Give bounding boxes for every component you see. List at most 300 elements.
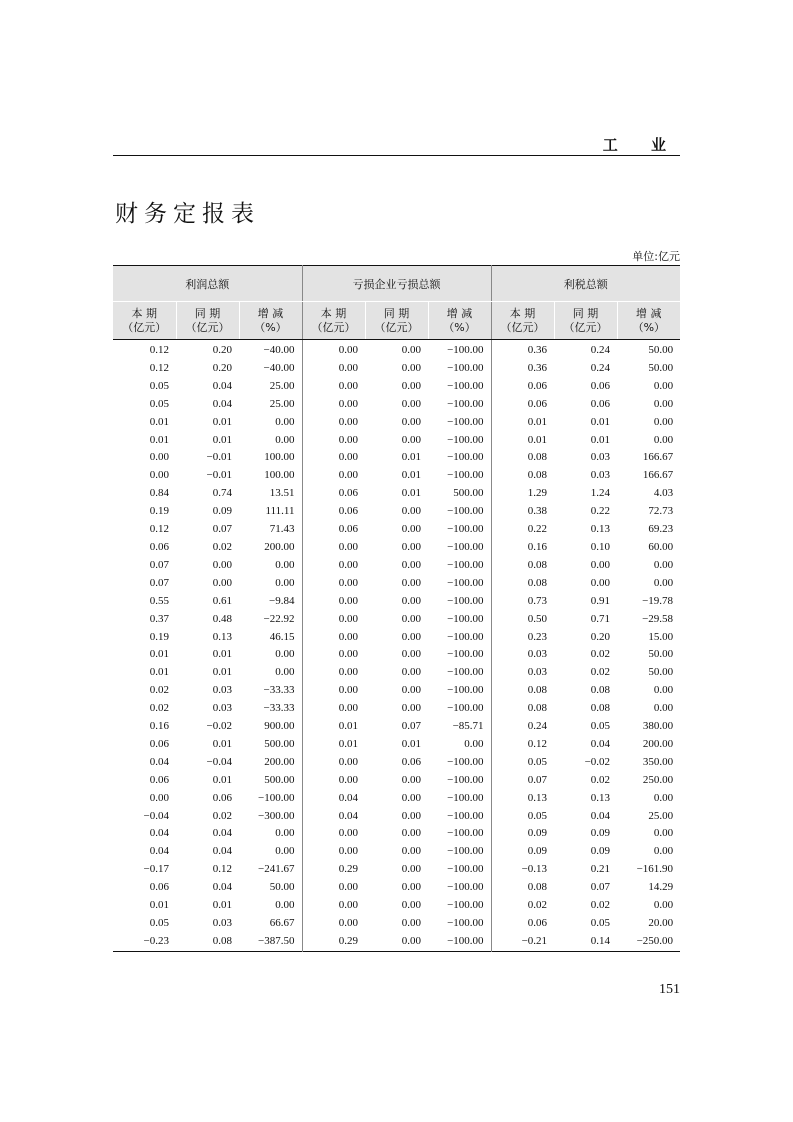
- table-cell: 0.00: [302, 646, 365, 664]
- table-cell: 0.01: [401, 469, 422, 482]
- section-label: 工 业: [602, 136, 680, 154]
- table-cell: −0.02: [206, 720, 232, 733]
- table-cell: 0.08: [491, 575, 554, 593]
- table-cell: −40.00: [263, 361, 295, 374]
- table-cell: 0.00: [653, 827, 674, 840]
- table-cell: 0.00: [275, 845, 295, 858]
- table-cell: 0.00: [302, 843, 365, 861]
- table-cell: 0.00: [302, 611, 365, 629]
- table-cell: 0.20: [212, 344, 232, 356]
- table-cell: 0.05: [149, 379, 169, 392]
- table-row: [113, 808, 680, 826]
- table-cell: 0.00: [302, 449, 365, 467]
- table-cell: −100.00: [447, 361, 484, 374]
- table-cell: −100.00: [447, 809, 484, 822]
- table-cell: 0.03: [590, 451, 611, 464]
- table-cell: 0.29: [302, 861, 365, 879]
- table-cell: 0.00: [590, 558, 611, 571]
- table-cell: 0.02: [212, 809, 232, 822]
- table-row: [113, 861, 680, 879]
- table-cell: 0.02: [212, 540, 232, 553]
- column-header-line2: （%）: [632, 320, 666, 334]
- table-cell: 0.01: [302, 736, 365, 754]
- table-row: [113, 467, 680, 485]
- group-header-loss: 亏损企业亏损总额: [302, 266, 491, 302]
- table-cell: 0.00: [401, 684, 422, 697]
- table-cell: 0.00: [653, 845, 674, 858]
- table-cell: 0.00: [653, 397, 674, 410]
- table-cell: 0.00: [653, 702, 674, 715]
- column-header: [428, 302, 491, 340]
- table-cell: 0.06: [302, 503, 365, 521]
- table-cell: 0.36: [491, 360, 554, 378]
- table-cell: −100.00: [447, 666, 484, 679]
- table-cell: 0.00: [302, 467, 365, 485]
- table-cell: −100.00: [447, 773, 484, 786]
- table-cell: 13.51: [269, 487, 295, 500]
- column-header-line2: （亿元）: [311, 320, 356, 334]
- table-cell: 50.00: [648, 666, 674, 679]
- group-header-profit-tax: 利税总额: [491, 266, 680, 302]
- table-cell: 0.03: [590, 469, 611, 482]
- table-cell: −100.00: [447, 433, 484, 446]
- table-row: [113, 915, 680, 933]
- table-cell: −100.00: [447, 523, 484, 536]
- table-cell: 0.37: [149, 612, 169, 625]
- table-cell: 0.09: [491, 825, 554, 843]
- column-header: [554, 302, 617, 340]
- table-cell: 69.23: [648, 523, 674, 536]
- table-cell: −100.00: [447, 702, 484, 715]
- table-cell: 0.00: [401, 827, 422, 840]
- table-cell: 0.00: [302, 378, 365, 396]
- table-cell: 0.02: [491, 897, 554, 915]
- table-cell: 0.00: [401, 523, 422, 536]
- table-row: [113, 754, 680, 772]
- table-cell: 0.00: [275, 433, 295, 446]
- table-cell: 200.00: [264, 755, 295, 768]
- table-cell: 0.06: [491, 378, 554, 396]
- table-cell: 0.00: [590, 576, 611, 589]
- table-cell: 0.00: [401, 899, 422, 912]
- table-cell: 0.00: [401, 863, 422, 876]
- table-cell: 0.00: [302, 575, 365, 593]
- table-cell: 0.00: [401, 845, 422, 858]
- table-cell: 0.00: [302, 340, 365, 360]
- table-cell: 0.00: [302, 593, 365, 611]
- table-cell: 0.05: [491, 808, 554, 826]
- table-cell: 0.01: [212, 415, 232, 428]
- table-cell: 0.00: [302, 664, 365, 682]
- table-cell: −161.90: [636, 863, 674, 876]
- table-cell: 0.04: [212, 845, 232, 858]
- table-cell: 0.12: [149, 344, 169, 356]
- table-cell: 50.00: [648, 344, 674, 356]
- table-cell: 0.09: [590, 845, 611, 858]
- table-cell: 0.01: [302, 718, 365, 736]
- page-title: 财务定报表: [115, 201, 260, 227]
- table-cell: 0.12: [212, 863, 232, 876]
- table-cell: 0.14: [590, 934, 611, 947]
- table-cell: 0.16: [149, 720, 169, 733]
- table-cell: 0.01: [149, 899, 169, 912]
- table-cell: 0.00: [275, 558, 295, 571]
- table-cell: −33.33: [263, 702, 295, 715]
- table-cell: 0.04: [149, 845, 169, 858]
- table-cell: 0.19: [149, 630, 169, 643]
- table-cell: 60.00: [648, 540, 674, 553]
- table-cell: −100.00: [447, 540, 484, 553]
- table-cell: 0.00: [212, 576, 232, 589]
- table-cell: 0.24: [590, 344, 611, 356]
- table-cell: 0.03: [212, 702, 232, 715]
- table-cell: 0.00: [302, 915, 365, 933]
- table-cell: 380.00: [642, 720, 674, 733]
- table-cell: 0.12: [149, 523, 169, 536]
- table-cell: 46.15: [269, 630, 295, 643]
- table-cell: 500.00: [264, 773, 295, 786]
- table-cell: 0.08: [491, 467, 554, 485]
- table-cell: 0.48: [212, 612, 232, 625]
- table-cell: 0.00: [653, 791, 674, 804]
- table-cell: 72.73: [648, 505, 674, 518]
- table-cell: 0.04: [590, 737, 611, 750]
- table-cell: −100.00: [447, 881, 484, 894]
- unit-label: 单位:亿元: [632, 250, 680, 263]
- table-cell: 0.19: [149, 505, 169, 518]
- column-header-line1: 同 期: [194, 306, 221, 320]
- table-cell: 0.00: [149, 791, 169, 804]
- table-cell: 0.08: [491, 557, 554, 575]
- table-cell: 1.29: [491, 485, 554, 503]
- table-cell: 0.01: [149, 666, 169, 679]
- table-cell: 0.05: [590, 720, 611, 733]
- table-cell: −100.00: [447, 344, 484, 356]
- column-header-line2: （亿元）: [563, 320, 608, 334]
- table-cell: 0.00: [401, 809, 422, 822]
- table-cell: 0.20: [590, 630, 611, 643]
- table-cell: 0.00: [653, 379, 674, 392]
- table-cell: −100.00: [447, 934, 484, 947]
- table-row: [113, 340, 680, 360]
- column-header-line1: 增 减: [257, 306, 284, 320]
- table-cell: 0.01: [149, 648, 169, 661]
- table-cell: 15.00: [648, 630, 674, 643]
- table-cell: 0.00: [275, 827, 295, 840]
- table-cell: −100.00: [447, 648, 484, 661]
- table-cell: 0.06: [302, 485, 365, 503]
- table-row: [113, 718, 680, 736]
- table-cell: 0.00: [302, 682, 365, 700]
- column-header-line1: 本 期: [509, 306, 536, 320]
- table-cell: 0.22: [491, 521, 554, 539]
- table-cell: −100.00: [447, 451, 484, 464]
- table-cell: 0.00: [302, 539, 365, 557]
- table-cell: −250.00: [636, 934, 674, 947]
- table-cell: 14.29: [648, 881, 674, 894]
- table-cell: 0.00: [653, 558, 674, 571]
- table-cell: 0.06: [590, 379, 611, 392]
- table-cell: 0.38: [491, 503, 554, 521]
- table-cell: 0.07: [401, 720, 422, 733]
- table-cell: 0.24: [590, 361, 611, 374]
- table-cell: 0.08: [491, 700, 554, 718]
- table-cell: 111.11: [265, 505, 295, 518]
- table-cell: 0.01: [212, 899, 232, 912]
- table-cell: −0.02: [584, 755, 611, 768]
- table-cell: 50.00: [648, 648, 674, 661]
- financial-report-table: [113, 265, 680, 952]
- table-cell: 350.00: [642, 755, 674, 768]
- table-cell: 0.22: [590, 505, 611, 518]
- table-cell: 0.00: [275, 666, 295, 679]
- table-cell: 0.08: [491, 682, 554, 700]
- table-cell: −100.00: [447, 576, 484, 589]
- table-cell: 0.07: [590, 881, 611, 894]
- table-cell: 0.00: [401, 433, 422, 446]
- column-header-line1: 增 减: [636, 306, 662, 320]
- column-header: [365, 302, 428, 340]
- table-cell: 0.09: [212, 505, 232, 518]
- table-cell: 0.00: [149, 451, 169, 464]
- column-header-line2: （%）: [443, 320, 476, 334]
- table-row: [113, 629, 680, 647]
- table-cell: −300.00: [258, 809, 295, 822]
- table-cell: 0.02: [149, 702, 169, 715]
- table-row: [113, 396, 680, 414]
- table-cell: 0.23: [491, 629, 554, 647]
- table-row: [113, 646, 680, 664]
- column-header-line1: 本 期: [320, 306, 347, 320]
- table-cell: −22.92: [263, 612, 295, 625]
- table-cell: 0.01: [590, 433, 611, 446]
- table-cell: 0.00: [401, 773, 422, 786]
- table-cell: 0.06: [491, 396, 554, 414]
- column-header-line2: （亿元）: [500, 320, 545, 334]
- table-row: [113, 539, 680, 557]
- table-cell: 0.00: [401, 361, 422, 374]
- table-cell: −100.00: [447, 755, 484, 768]
- table-cell: 0.02: [590, 899, 611, 912]
- table-cell: −29.58: [642, 612, 674, 625]
- table-cell: −100.00: [447, 899, 484, 912]
- table-cell: 0.01: [212, 433, 232, 446]
- table-cell: 4.03: [653, 487, 674, 500]
- table-cell: 0.07: [212, 523, 232, 536]
- table-cell: 0.00: [302, 754, 365, 772]
- table-cell: 250.00: [642, 773, 674, 786]
- table-cell: 0.74: [212, 487, 232, 500]
- table-cell: 0.01: [401, 487, 422, 500]
- column-header-line1: 同 期: [572, 306, 599, 320]
- table-row: [113, 575, 680, 593]
- table-cell: 0.36: [491, 340, 554, 360]
- table-cell: 0.00: [653, 899, 674, 912]
- table-cell: 0.20: [212, 361, 232, 374]
- table-cell: 0.10: [590, 540, 611, 553]
- column-header: [491, 302, 554, 340]
- table-cell: −100.00: [447, 612, 484, 625]
- table-cell: 0.02: [149, 684, 169, 697]
- table-cell: 0.00: [653, 576, 674, 589]
- table-cell: 0.02: [590, 648, 611, 661]
- table-cell: 0.02: [590, 773, 611, 786]
- table-cell: 0.00: [653, 415, 674, 428]
- table-cell: 0.91: [590, 594, 611, 607]
- table-cell: 0.06: [149, 773, 169, 786]
- table-row: [113, 521, 680, 539]
- table-cell: −100.00: [447, 845, 484, 858]
- table-cell: 0.00: [401, 505, 422, 518]
- table-cell: 0.08: [212, 934, 232, 947]
- table-cell: −0.21: [491, 933, 554, 951]
- table-cell: 0.00: [401, 612, 422, 625]
- table-cell: 0.04: [212, 397, 232, 410]
- table-cell: 0.21: [590, 863, 611, 876]
- table-cell: 0.00: [302, 879, 365, 897]
- table-cell: 0.04: [149, 827, 169, 840]
- table-cell: −100.00: [447, 469, 484, 482]
- table-cell: 0.03: [212, 684, 232, 697]
- column-header: [239, 302, 302, 340]
- table-row: [113, 611, 680, 629]
- table-cell: 0.08: [590, 684, 611, 697]
- table-cell: 0.00: [275, 415, 295, 428]
- table-row: [113, 664, 680, 682]
- table-cell: 0.06: [149, 540, 169, 553]
- table-cell: 0.13: [590, 791, 611, 804]
- table-row: [113, 736, 680, 754]
- table-cell: −0.01: [206, 469, 232, 482]
- group-header-row: [113, 266, 680, 302]
- table-cell: 0.00: [401, 917, 422, 929]
- table-row: [113, 879, 680, 897]
- table-cell: 0.16: [491, 539, 554, 557]
- table-cell: 0.01: [491, 414, 554, 432]
- column-header-line1: 本 期: [131, 306, 157, 320]
- table-cell: 0.04: [302, 790, 365, 808]
- table-cell: 25.00: [269, 397, 295, 410]
- table-cell: 0.06: [491, 915, 554, 933]
- table-cell: 100.00: [264, 451, 295, 464]
- table-cell: 900.00: [264, 720, 295, 733]
- table-cell: 0.07: [149, 576, 169, 589]
- table-cell: 0.09: [491, 843, 554, 861]
- table-cell: 0.01: [212, 666, 232, 679]
- table-cell: −100.00: [258, 791, 295, 804]
- column-header-line1: 增 减: [446, 306, 473, 320]
- table-cell: 0.04: [149, 755, 169, 768]
- table-cell: 0.06: [401, 755, 422, 768]
- table-cell: 0.00: [401, 397, 422, 410]
- table-cell: 0.00: [401, 881, 422, 894]
- header-rule: [113, 155, 680, 156]
- page-number: 151: [659, 982, 680, 997]
- table-body: [113, 340, 680, 952]
- table-cell: −100.00: [447, 630, 484, 643]
- table-cell: −100.00: [447, 827, 484, 840]
- table-cell: 71.43: [269, 523, 295, 536]
- table-cell: 0.00: [464, 737, 484, 750]
- table-cell: −85.71: [452, 720, 484, 733]
- table-cell: 0.29: [302, 933, 365, 951]
- table-cell: 0.00: [401, 379, 422, 392]
- table-cell: 0.00: [302, 825, 365, 843]
- table-cell: −0.13: [491, 861, 554, 879]
- table-cell: 0.13: [212, 630, 232, 643]
- table-cell: −100.00: [447, 505, 484, 518]
- table-row: [113, 933, 680, 951]
- table-cell: 0.00: [302, 897, 365, 915]
- table-cell: 0.00: [401, 630, 422, 643]
- table-cell: 0.00: [401, 791, 422, 804]
- table-cell: 1.24: [590, 487, 611, 500]
- table-cell: 0.00: [401, 344, 422, 356]
- column-header-line2: （亿元）: [122, 320, 167, 334]
- table-cell: 0.04: [212, 881, 232, 894]
- table-cell: 0.00: [401, 415, 422, 428]
- table-cell: 0.00: [401, 666, 422, 679]
- table-cell: 0.01: [212, 773, 232, 786]
- table-cell: −100.00: [447, 863, 484, 876]
- table-cell: 0.13: [590, 523, 611, 536]
- table-cell: −0.04: [143, 809, 169, 822]
- table-cell: 0.00: [653, 684, 674, 697]
- table-cell: 0.06: [149, 881, 169, 894]
- table-cell: 0.07: [491, 772, 554, 790]
- table-cell: 66.67: [269, 917, 295, 929]
- table-cell: 0.00: [275, 576, 295, 589]
- table-row: [113, 682, 680, 700]
- table-cell: 0.00: [401, 540, 422, 553]
- table-cell: 0.01: [590, 415, 611, 428]
- column-header: [113, 302, 176, 340]
- table-cell: 0.03: [212, 917, 232, 929]
- column-header-line2: （亿元）: [185, 320, 230, 334]
- table-cell: −0.01: [206, 451, 232, 464]
- group-header-profit: 利润总额: [113, 266, 302, 302]
- table-cell: 0.04: [302, 808, 365, 826]
- table-cell: −0.23: [143, 934, 169, 947]
- table-cell: 0.84: [149, 487, 169, 500]
- table-cell: 0.08: [590, 702, 611, 715]
- table-cell: 0.01: [149, 433, 169, 446]
- column-header: [302, 302, 365, 340]
- table-cell: −100.00: [447, 379, 484, 392]
- table-cell: 0.00: [401, 648, 422, 661]
- table-row: [113, 432, 680, 450]
- table-cell: −387.50: [258, 934, 295, 947]
- table-cell: 0.00: [302, 700, 365, 718]
- table-cell: 200.00: [642, 737, 674, 750]
- table-cell: 0.08: [491, 449, 554, 467]
- table-cell: −100.00: [447, 594, 484, 607]
- table-cell: 166.67: [642, 469, 674, 482]
- table-row: [113, 414, 680, 432]
- table-cell: 0.24: [491, 718, 554, 736]
- table-cell: 0.00: [653, 433, 674, 446]
- table-cell: −40.00: [263, 344, 295, 356]
- table-cell: 0.00: [401, 594, 422, 607]
- table-cell: 0.08: [491, 879, 554, 897]
- table-row: [113, 897, 680, 915]
- table-cell: 0.73: [491, 593, 554, 611]
- table-cell: −0.04: [206, 755, 232, 768]
- table-cell: 0.01: [212, 737, 232, 750]
- table-cell: 0.06: [302, 521, 365, 539]
- table-cell: −9.84: [269, 594, 295, 607]
- table-cell: 0.12: [491, 736, 554, 754]
